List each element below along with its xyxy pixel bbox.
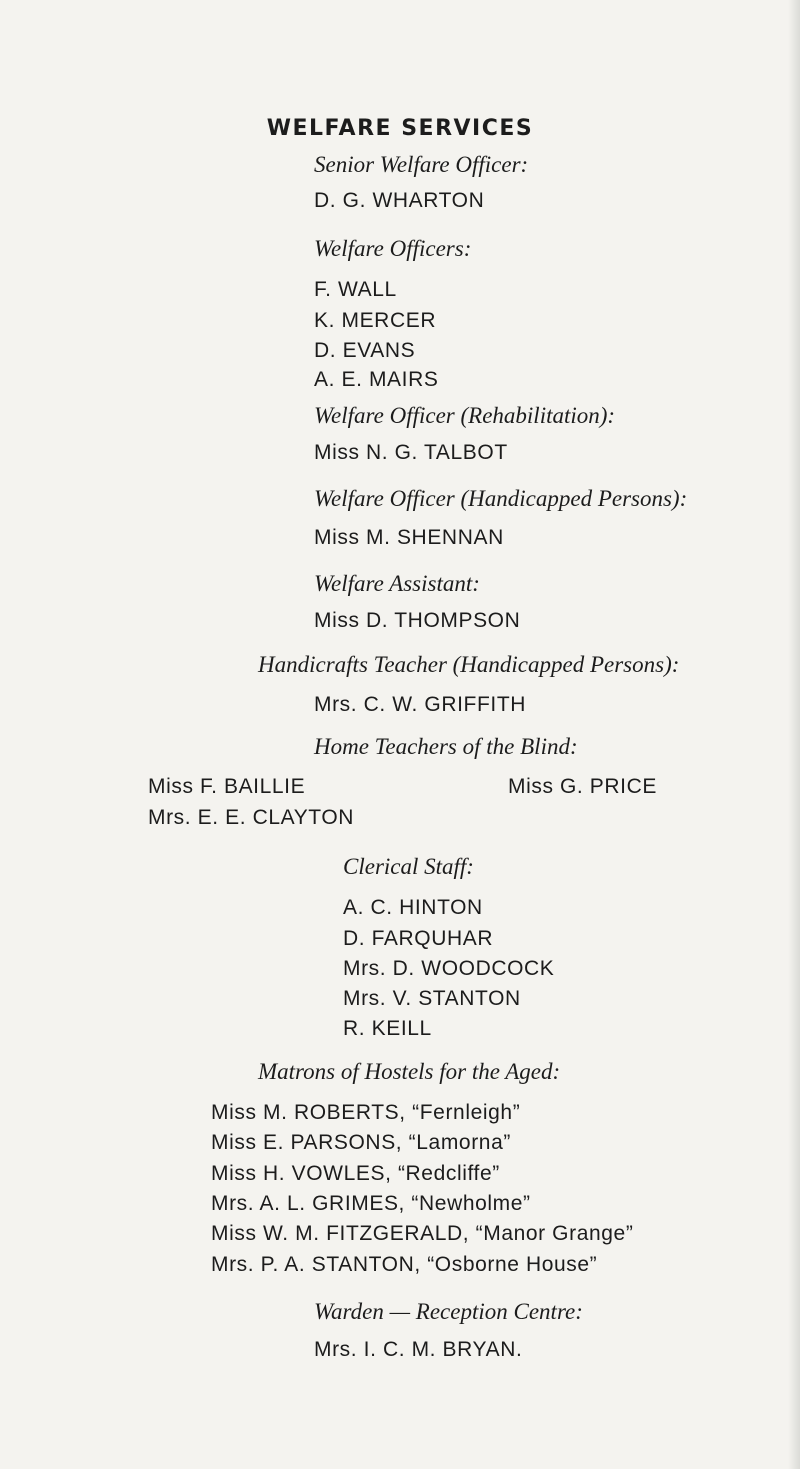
name-entry: Mrs. P. A. STANTON, “Osborne House”: [211, 1253, 598, 1276]
name-entry: Miss E. PARSONS, “Lamorna”: [211, 1131, 511, 1154]
name-entry: R. KEILL: [343, 1017, 432, 1040]
name-entry: D. EVANS: [314, 339, 416, 362]
name-entry: D. FARQUHAR: [343, 927, 494, 950]
name-entry: Mrs. D. WOODCOCK: [343, 957, 555, 980]
name-entry: K. MERCER: [314, 309, 437, 332]
name-entry: Miss M. SHENNAN: [314, 526, 504, 549]
role-handicrafts-teacher: Handicrafts Teacher (Handicapped Persons):: [258, 652, 680, 677]
name-entry: Miss G. PRICE: [508, 775, 657, 798]
name-entry: Mrs. C. W. GRIFFITH: [314, 693, 527, 716]
name-entry: Mrs. A. L. GRIMES, “Newholme”: [211, 1192, 531, 1215]
name-entry: F. WALL: [314, 278, 397, 301]
name-entry: Miss N. G. TALBOT: [314, 441, 508, 464]
role-welfare-officer-rehabilitation: Welfare Officer (Rehabilitation):: [314, 403, 616, 428]
role-welfare-assistant: Welfare Assistant:: [314, 571, 480, 596]
name-entry: Miss W. M. FITZGERALD, “Manor Grange”: [211, 1222, 634, 1245]
name-entry: D. G. WHARTON: [314, 189, 485, 212]
name-entry: A. E. MAIRS: [314, 368, 439, 391]
name-entry: Miss F. BAILLIE: [148, 775, 306, 798]
name-entry: Miss D. THOMPSON: [314, 609, 521, 632]
page-title: WELFARE SERVICES: [266, 116, 534, 141]
role-matrons-hostels: Matrons of Hostels for the Aged:: [258, 1059, 561, 1084]
role-senior-welfare-officer: Senior Welfare Officer:: [314, 152, 529, 177]
name-entry: Miss H. VOWLES, “Redcliffe”: [211, 1162, 500, 1185]
role-clerical-staff: Clerical Staff:: [343, 854, 474, 879]
page-edge-shadow: [788, 0, 800, 1469]
name-entry: Mrs. E. E. CLAYTON: [148, 806, 355, 829]
role-home-teachers-blind: Home Teachers of the Blind:: [314, 734, 578, 759]
role-warden-reception-centre: Warden — Reception Centre:: [314, 1299, 583, 1324]
role-welfare-officers: Welfare Officers:: [314, 236, 472, 261]
name-entry: A. C. HINTON: [343, 896, 483, 919]
name-entry: Mrs. I. C. M. BRYAN.: [314, 1338, 523, 1361]
name-entry: Miss M. ROBERTS, “Fernleigh”: [211, 1101, 521, 1124]
role-welfare-officer-handicapped: Welfare Officer (Handicapped Persons):: [314, 486, 688, 511]
name-entry: Mrs. V. STANTON: [343, 987, 521, 1010]
